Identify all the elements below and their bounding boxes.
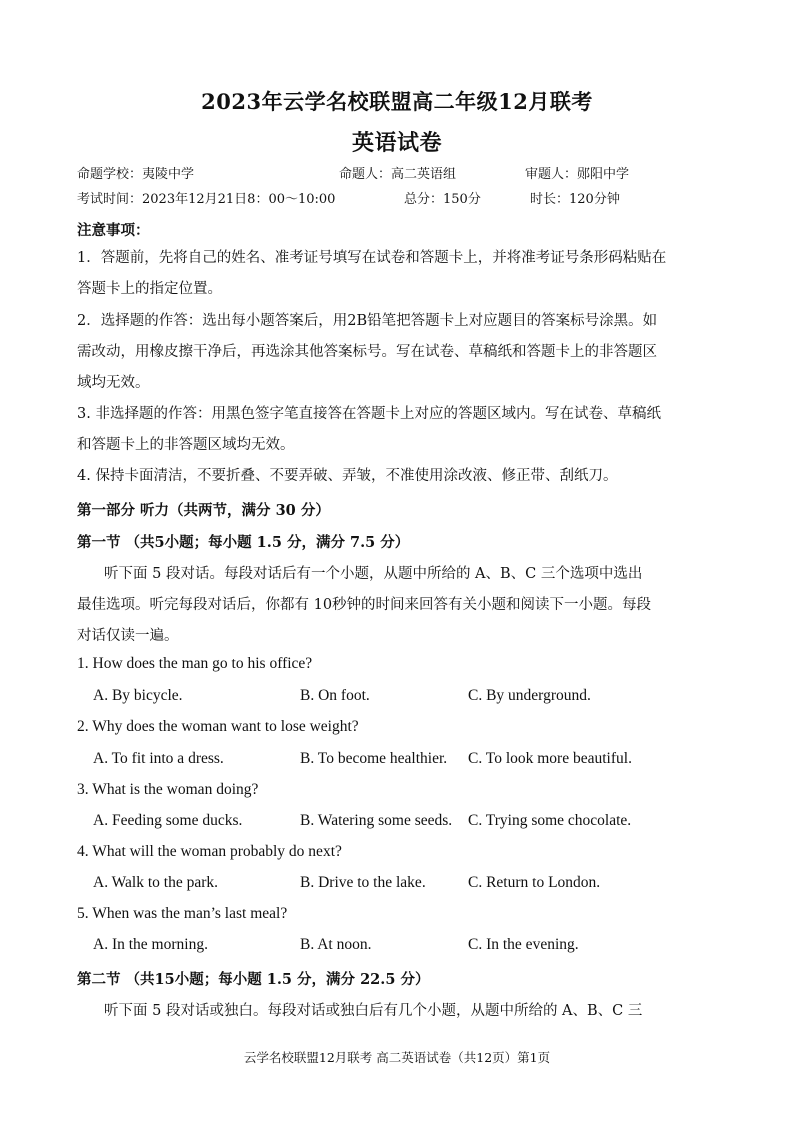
section1-instruction: 对话仅读一遍。 xyxy=(77,628,179,644)
notice-line: 需改动，用橡皮擦干净后，再选涂其他答案标号。写在试卷、草稿纸和答题卡上的非答题区 xyxy=(77,344,657,360)
option-a: A. To fit into a dress. xyxy=(93,750,224,767)
notice-heading: 注意事项： xyxy=(77,222,150,239)
option-c: C. Trying some chocolate. xyxy=(468,812,632,829)
part1-heading: 第一部分 听力（共两节，满分 30 分） xyxy=(77,502,330,519)
section2-heading: 第二节 （共15小题；每小题 1.5 分，满分 22.5 分） xyxy=(77,971,430,988)
page-footer: 云学名校联盟12月联考 高二英语试卷（共12页）第1页 xyxy=(243,1050,551,1065)
section1-instruction: 最佳选项。听完每段对话后，你都有 10秒钟的时间来回答有关小题和阅读下一小题。每段 xyxy=(77,597,652,613)
notice-line: 2．选择题的作答：选出每小题答案后，用2B铅笔把答题卡上对应题目的答案标号涂黑。如 xyxy=(77,313,658,329)
reviewer: 审题人：郧阳中学 xyxy=(525,167,630,182)
notice-line: 答题卡上的指定位置。 xyxy=(77,281,222,297)
option-b: B. Drive to the lake. xyxy=(300,874,426,891)
option-b: B. At noon. xyxy=(300,936,372,953)
option-c: C. In the evening. xyxy=(468,936,579,953)
question-5: 5. When was the man’s last meal? xyxy=(77,905,288,922)
option-a: A. Walk to the park. xyxy=(93,874,219,891)
option-b: B. On foot. xyxy=(300,687,370,704)
notice-line: 和答题卡上的非答题区域均无效。 xyxy=(77,437,295,453)
option-c: C. By underground. xyxy=(468,687,591,704)
exam-subtitle: 英语试卷 xyxy=(351,130,442,156)
option-b: B. To become healthier. xyxy=(300,750,448,767)
option-b: B. Watering some seeds. xyxy=(300,812,453,829)
option-c: C. Return to London. xyxy=(468,874,601,891)
section1-instruction: 听下面 5 段对话。每段对话后有一个小题，从题中所给的 A、B、C 三个选项中选出 xyxy=(104,566,643,582)
option-c: C. To look more beautiful. xyxy=(468,750,632,767)
setter-school: 命题学校：夷陵中学 xyxy=(77,167,195,182)
notice-line: 1．答题前，先将自己的姓名、准考证号填写在试卷和答题卡上，并将准考证号条形码粘贴在 xyxy=(77,250,667,266)
setter-person: 命题人：高二英语组 xyxy=(339,167,457,182)
question-1: 1. How does the man go to his office? xyxy=(77,655,313,672)
section2-instruction: 听下面 5 段对话或独白。每段对话或独白后有几个小题，从题中所给的 A、B、C 三 xyxy=(104,1003,643,1019)
question-3: 3. What is the woman doing? xyxy=(77,781,259,798)
section1-heading: 第一节 （共5小题；每小题 1.5 分，满分 7.5 分） xyxy=(77,534,410,551)
notice-line: 3. 非选择题的作答：用黑色签字笔直接答在答题卡上对应的答题区域内。写在试卷、草稿纸 xyxy=(77,406,661,422)
exam-title: 2023年云学名校联盟高二年级12月联考 xyxy=(201,89,593,114)
option-a: A. In the morning. xyxy=(93,936,208,953)
total-score: 总分：150分 xyxy=(404,192,481,207)
option-a: A. Feeding some ducks. xyxy=(93,812,243,829)
option-a: A. By bicycle. xyxy=(93,687,183,704)
notice-line: 域均无效。 xyxy=(77,375,150,391)
exam-time: 考试时间：2023年12月21日8：00～10:00 xyxy=(77,192,336,207)
question-4: 4. What will the woman probably do next? xyxy=(77,843,342,860)
duration: 时长：120分钟 xyxy=(530,192,620,207)
notice-line: 4. 保持卡面清洁，不要折叠、不要弄破、弄皱，不准使用涂改液、修正带、刮纸刀。 xyxy=(77,468,618,484)
question-2: 2. Why does the woman want to lose weight? xyxy=(77,718,359,735)
